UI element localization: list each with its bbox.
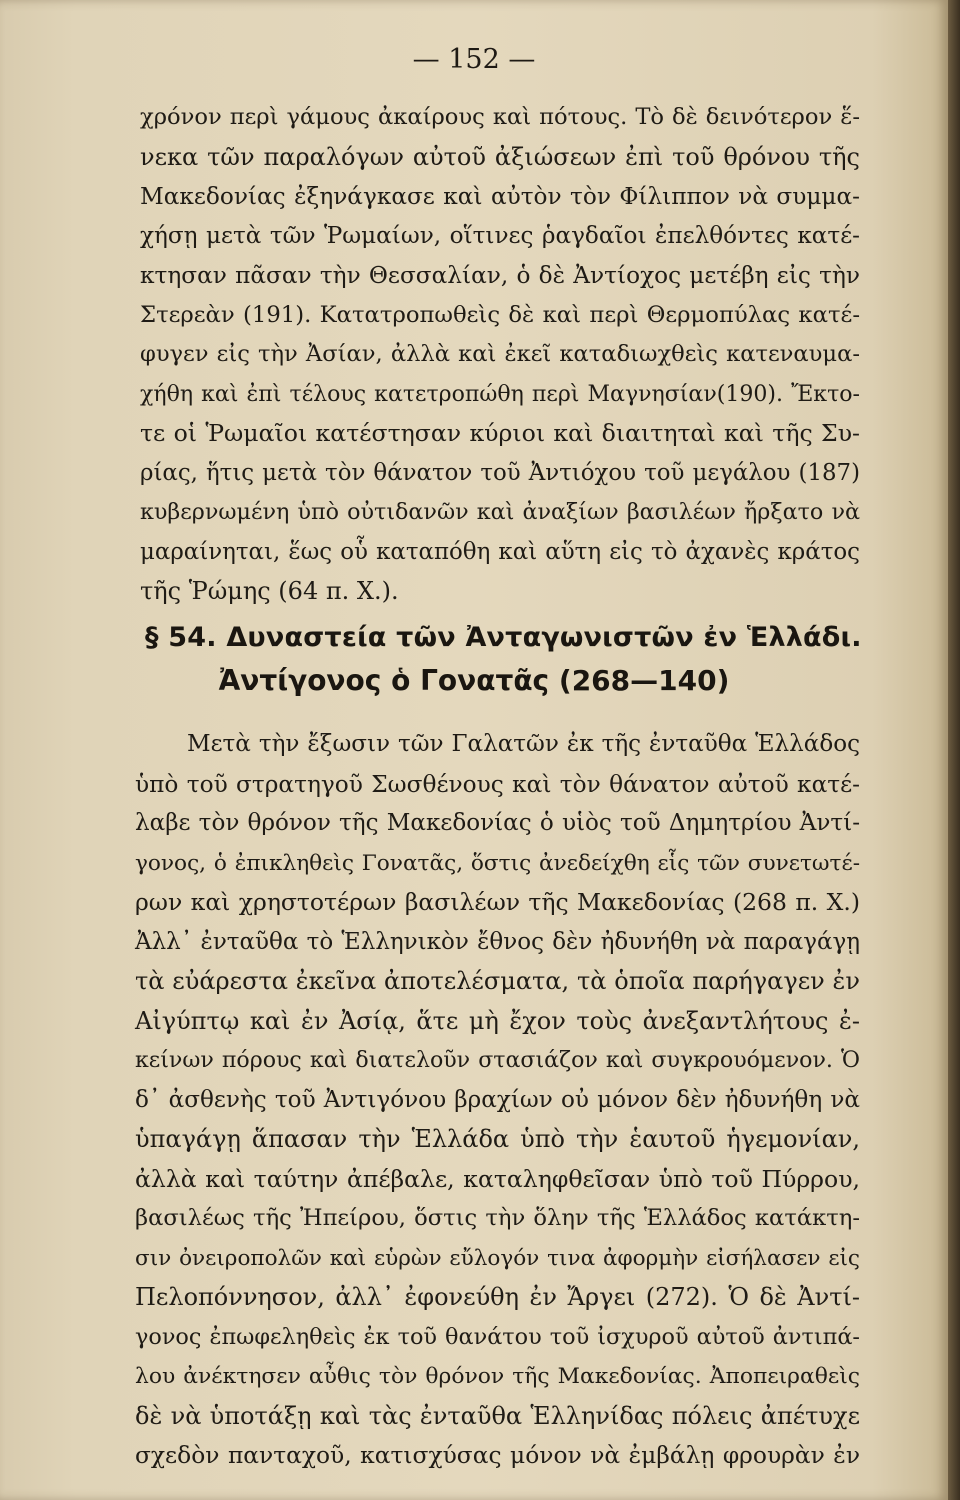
section-subheading: Ἀντίγονος ὁ Γονατᾶς (268—140) [218, 664, 730, 697]
text-line: Μετὰ τὴν ἔξωσιν τῶν Γαλατῶν ἐκ τῆς ἐνταῦθα Ἑλλάδος [187, 731, 860, 757]
paragraph-2 [135, 725, 860, 1476]
text-line: κείνων πόρους καὶ διατελοῦν στασιάζον καὶ συγκρουόμενον. Ὁ [135, 1047, 860, 1073]
text-line: ρων καὶ χρηστοτέρων βασιλέων τῆς Μακεδονίας (268 π. Χ.) [135, 888, 860, 916]
text-line: δ᾽ ἀσθενὴς τοῦ Ἀντιγόνου βραχίων οὐ μόνον δὲν ἠδυνήθη νὰ [135, 1086, 860, 1113]
text-line: ρίας, ἥτις μετὰ τὸν θάνατον τοῦ Ἀντιόχου τοῦ μεγάλου (187) [140, 459, 860, 486]
text-line: σχεδὸν πανταχοῦ, κατισχύσας μόνον νὰ ἐμβάλῃ φρουρὰν ἐν [135, 1441, 860, 1469]
text-line: τὰ εὐάρεστα ἐκεῖνα ἀποτελέσματα, τὰ ὁποῖα παρήγαγεν ἐν [135, 967, 860, 995]
text-line: κτησαν πᾶσαν τὴν Θεσσαλίαν, ὁ δὲ Ἀντίοχος μετέβη εἰς τὴν [140, 262, 860, 289]
section-heading: § 54. Δυναστεία τῶν Ἀνταγωνιστῶν ἐν Ἑλλάδι. [145, 622, 862, 653]
page-edge-shadow [948, 0, 960, 1500]
paragraph-1 [140, 98, 860, 612]
text-line: Στερεὰν (191). Κατατροπωθεὶς δὲ καὶ περὶ Θερμοπύλας κατέ- [140, 301, 860, 328]
text-line: λαβε τὸν θρόνον τῆς Μακεδονίας ὁ υἱὸς τοῦ Δημητρίου Ἀντί- [135, 810, 860, 836]
text-line: τῆς Ῥώμης (64 π. Χ.). [140, 577, 399, 605]
text-line: ὑπὸ τοῦ στρατηγοῦ Σωσθένους καὶ τὸν θάνατον αὐτοῦ κατέ- [135, 770, 860, 798]
text-line: Πελοπόννησον, ἀλλ᾽ ἐφονεύθη ἐν Ἄργει (272). Ὁ δὲ Ἀντί- [135, 1283, 860, 1311]
text-line: Αἰγύπτῳ καὶ ἐν Ἀσίᾳ, ἅτε μὴ ἔχον τοὺς ἀνεξαντλήτους ἐ- [135, 1006, 860, 1035]
page-number: — 152 — [412, 44, 536, 75]
text-line: λου ἀνέκτησεν αὖθις τὸν θρόνον τῆς Μακεδονίας. Ἀποπειραθεὶς [135, 1364, 860, 1389]
text-line: ἀλλὰ καὶ ταύτην ἀπέβαλε, καταληφθεῖσαν ὑπὸ τοῦ Πύρρου, [135, 1164, 860, 1193]
text-line: νεκα τῶν παραλόγων αὐτοῦ ἀξιώσεων ἐπὶ τοῦ θρόνου τῆς [140, 142, 860, 171]
text-line: χρόνον περὶ γάμους ἀκαίρους καὶ πότους. Τὸ δὲ δεινότερον ἕ- [140, 104, 860, 130]
text-line: Μακεδονίας ἐξηνάγκασε καὶ αὐτὸν τὸν Φίλιππον νὰ συμμα- [140, 183, 860, 210]
text-line: χήθη καὶ ἐπὶ τέλους κατετροπώθη περὶ Μαγνησίαν(190). Ἔκτο- [140, 381, 860, 407]
text-line: μαραίνηται, ἕως οὗ καταπόθη καὶ αὕτη εἰς τὸ ἀχανὲς κράτος [140, 538, 860, 565]
text-line: φυγεν εἰς τὴν Ἀσίαν, ἀλλὰ καὶ ἐκεῖ καταδιωχθεὶς κατεναυμα- [140, 341, 860, 367]
text-line: σιν ὀνειροπολῶν καὶ εὑρὼν εὔλογόν τινα ἀφορμὴν εἰσήλασεν εἰς [135, 1245, 860, 1271]
text-line: τε οἱ Ῥωμαῖοι κατέστησαν κύριοι καὶ διαιτηταὶ καὶ τῆς Συ- [140, 419, 860, 447]
text-line: δὲ νὰ ὑποτάξῃ καὶ τὰς ἐνταῦθα Ἑλληνίδας πόλεις ἀπέτυχε [135, 1401, 860, 1430]
text-line: γονος, ὁ ἐπικληθεὶς Γονατᾶς, ὅστις ἀνεδείχθη εἷς τῶν συνετωτέ- [135, 850, 860, 876]
text-line: γονος ἐπωφεληθεὶς ἐκ τοῦ θανάτου τοῦ ἰσχυροῦ αὐτοῦ ἀντιπά- [135, 1323, 860, 1350]
text-line: χήσῃ μετὰ τῶν Ῥωμαίων, οἵτινες ῥαγδαῖοι ἐπελθόντες κατέ- [140, 222, 860, 249]
text-line: κυβερνωμένη ὑπὸ οὐτιδανῶν καὶ ἀναξίων βασιλέων ἤρξατο νὰ [140, 499, 860, 525]
text-line: Ἀλλ᾽ ἐνταῦθα τὸ Ἑλληνικὸν ἔθνος δὲν ἠδυνήθη νὰ παραγάγῃ [135, 928, 860, 955]
text-line: ὑπαγάγῃ ἅπασαν τὴν Ἑλλάδα ὑπὸ τὴν ἑαυτοῦ ἡγεμονίαν, [135, 1125, 860, 1153]
text-line: βασιλέως τῆς Ἠπείρου, ὅστις τὴν ὅλην τῆς Ἑλλάδος κατάκτη- [135, 1205, 860, 1231]
